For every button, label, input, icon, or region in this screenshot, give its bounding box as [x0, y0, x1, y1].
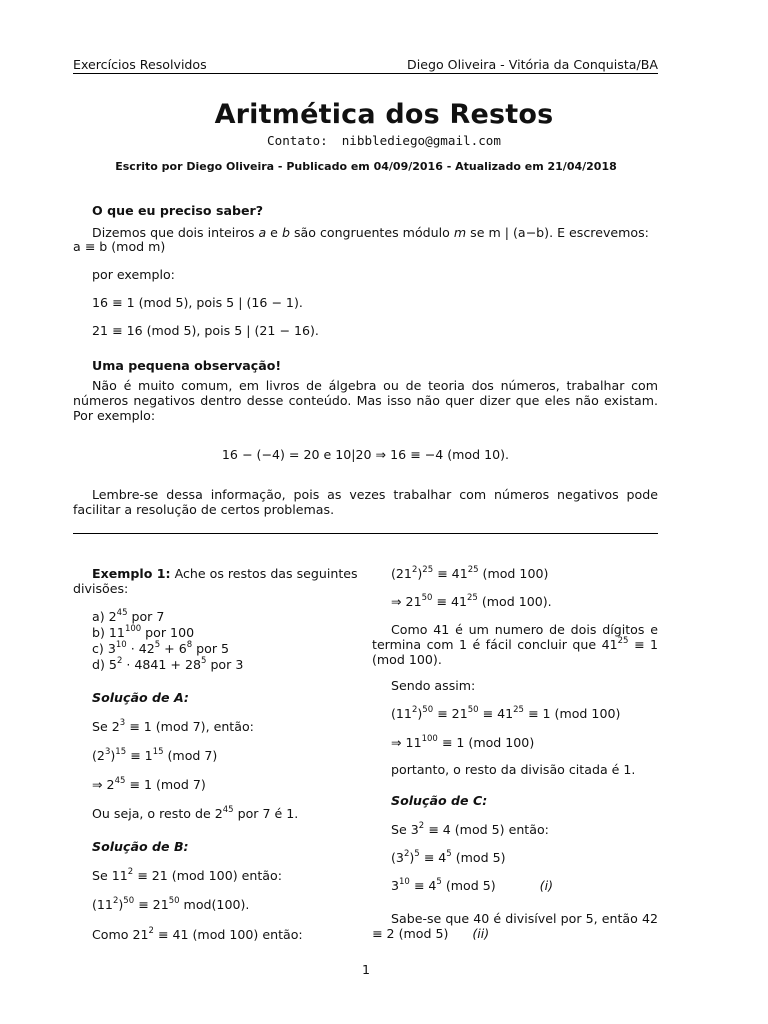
section-heading-observation: Uma pequena observação!	[92, 358, 282, 373]
solution-a-line-4: Ou seja, o resto de $2^{45}$ por 7 é 1.	[92, 804, 299, 821]
solution-c-line-3: $3^{10} \equiv 4^5$ (mod 5) (i)	[391, 876, 553, 893]
page-number: 1	[361, 962, 370, 977]
solution-c-line-2: $(3^2)^5 \equiv 4^5$ (mod 5)	[391, 848, 506, 865]
for-example: por exemplo:	[92, 267, 175, 282]
definition-paragraph	[73, 225, 658, 240]
header-rule	[73, 73, 658, 74]
def-var-b: b	[281, 225, 290, 240]
solution-c-heading: Solução de C:	[391, 793, 488, 808]
right-line-2: ⇒ $21^{50} \equiv 41^{25}$ (mod 100).	[391, 592, 552, 609]
solution-a-line-3: ⇒ $2^{45} \equiv 1$ (mod 7)	[92, 775, 206, 792]
def-divides: m | (a−b). E escrevemos:	[488, 225, 649, 240]
right-line-result: ⇒ $11^{100} \equiv 1$ (mod 100)	[391, 733, 535, 750]
def-text-2: são congruentes módulo	[293, 225, 450, 240]
solution-c-line-4: Sabe-se que 40 é divisível por 5, então 42 ≡ 2 (mod 5) (ii)	[372, 911, 658, 941]
def-text-1: Dizemos que dois inteiros	[92, 225, 255, 240]
example-label: Exemplo 1:	[92, 566, 171, 581]
tag-ii: (ii)	[472, 926, 490, 941]
solution-b-heading: Solução de B:	[92, 839, 189, 854]
def-and: e	[270, 225, 278, 240]
right-paragraph-41: Como 41 é um numero de dois dígitos e termina com 1 é fácil concluir que $41^{25} \equiv 1$ (mod 100).	[372, 622, 658, 667]
section-heading-what-to-know: O que eu preciso saber?	[92, 203, 264, 218]
solution-a-heading: Solução de A:	[92, 690, 189, 705]
solution-b-line-1: Se $11^2 \equiv 21$ (mod 100) então:	[92, 866, 282, 883]
solution-c-line-1: Se $3^2 \equiv 4$ (mod 5) então:	[391, 820, 549, 837]
example-text: Ache os restos das seguintes divisões:	[73, 566, 358, 596]
remember-paragraph: Lembre-se dessa informação, pois as vezes trabalhar com números negativos pode facilitar a resolução de certos problemas.	[73, 487, 658, 517]
solution-a-line-2: $(2^3)^{15} \equiv 1^{15}$ (mod 7)	[92, 746, 218, 763]
display-equation: 16 − (−4) = 20 e 10|20 ⇒ 16 ≡ −4 (mod 10).	[221, 447, 510, 462]
def-se: se	[470, 225, 485, 240]
contact-email: nibblediego@gmail.com	[341, 133, 501, 148]
contact-line	[0, 133, 768, 148]
section-divider	[73, 533, 658, 534]
def-var-a: a	[258, 225, 267, 240]
solution-b-line-3: Como $21^2 \equiv 41$ (mod 100) então:	[92, 925, 303, 942]
example-item-d: d) $5^2 \cdot 4841 + 28^5$ por 3	[92, 655, 244, 672]
definition-notation: a ≡ b (mod m)	[73, 239, 166, 254]
right-line-1: $(21^2)^{25} \equiv 41^{25}$ (mod 100)	[391, 564, 549, 581]
example-line-2: 21 ≡ 16 (mod 5), pois 5 | (21 − 16).	[92, 323, 319, 338]
example-line-1: 16 ≡ 1 (mod 5), pois 5 | (16 − 1).	[92, 295, 303, 310]
header-right: Diego Oliveira - Vitória da Conquista/BA	[407, 57, 658, 72]
solution-a-line-1: Se $2^3 \equiv 1$ (mod 7), então:	[92, 717, 254, 734]
contact-label: Contato:	[267, 133, 328, 148]
solution-b-line-2: $(11^2)^{50} \equiv 21^{50}$ mod(100).	[92, 895, 250, 912]
byline: Escrito por Diego Oliveira - Publicado em 04/09/2016 - Atualizado em 21/04/2018	[115, 160, 617, 173]
example-item-a: a) $2^{45}$ por 7	[92, 607, 165, 624]
example-item-c: c) $3^{10} \cdot 42^5 + 6^8$ por 5	[92, 639, 230, 656]
header-left: Exercícios Resolvidos	[73, 57, 207, 72]
right-line-chain: $(11^2)^{50} \equiv 21^{50} \equiv 41^{25} \equiv 1$ (mod 100)	[391, 704, 621, 721]
example-statement	[73, 566, 363, 596]
def-var-m: m	[453, 225, 467, 240]
example-item-b: b) $11^{100}$ por 100	[92, 623, 195, 640]
right-line-sendo-assim: Sendo assim:	[391, 678, 476, 693]
observation-paragraph: Não é muito comum, em livros de álgebra ou de teoria dos números, trabalhar com números negativos dentro desse conteúdo. Mas isso não quer dizer que eles não existam. Por exemplo:	[73, 378, 658, 423]
tag-i: (i)	[539, 878, 553, 893]
right-line-conclusion: portanto, o resto da divisão citada é 1.	[391, 762, 636, 777]
page-title: Aritmética dos Restos	[214, 99, 554, 130]
